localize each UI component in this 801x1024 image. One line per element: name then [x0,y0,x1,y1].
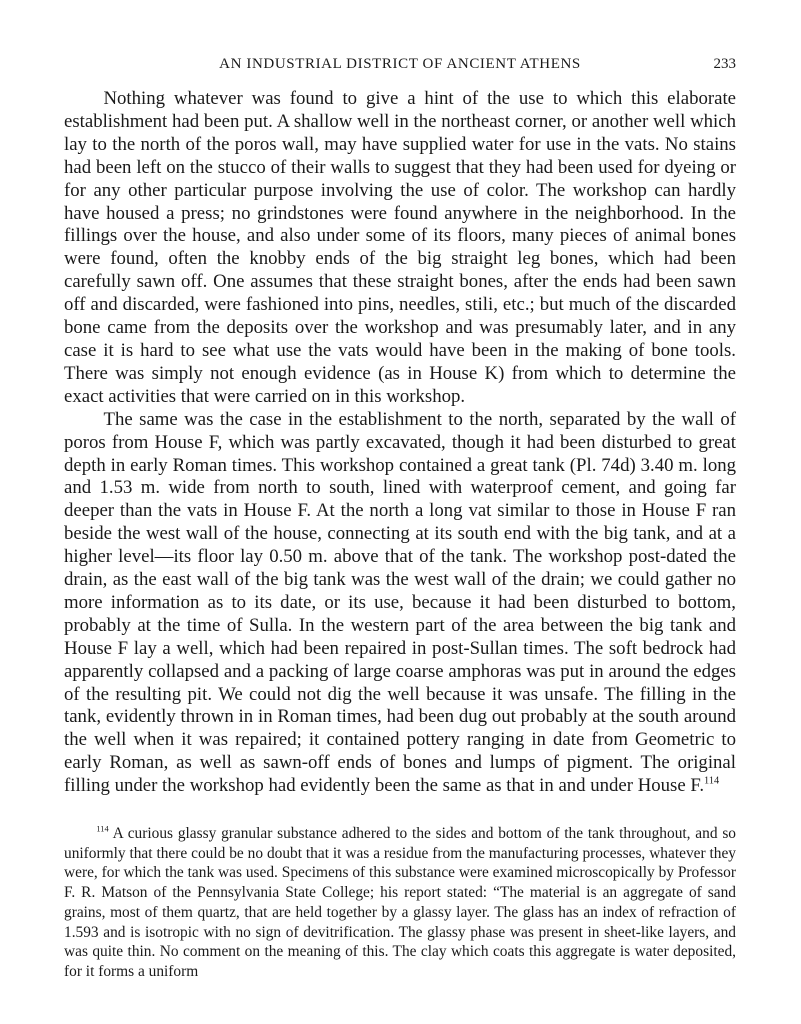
footnote [64,824,736,982]
paragraph: Nothing whatever was found to give a hint of the use to which this elaborate establishment had been put. A shallow well in the northeast corner, or another well which lay to the north of the poros wall, may have supplied water for use in the vats. No stains had been left on the stucco of their walls to suggest that they had been used for dyeing or for any other particular purpose involving the use of color. The workshop can hardly have housed a press; no grindstones were found anywhere in the neighborhood. In the fillings over the house, and also under some of its floors, many pieces of animal bones were found, often the knobby ends of the big straight leg bones, which had been carefully sawn off. One assumes that these straight bones, after the ends had been sawn off and discarded, were fashioned into pins, needles, stili, etc.; but much of the discarded bone came from the deposits over the workshop and was presumably later, and in any case it is hard to see what use the vats would have been in the making of bone tools. There was simply not enough evidence (as in House K) from which to determine the exact activities that were carried on in this workshop. [64,88,736,407]
body-text [64,88,736,798]
running-head-title: AN INDUSTRIAL DISTRICT OF ANCIENT ATHENS [219,56,581,72]
footnote-number: 114 [96,823,109,834]
running-head [64,52,736,76]
footnote-reference: 114 [704,775,720,787]
paragraph-text: The same was the case in the establishment to the north, separated by the wall of poros from House F, which was partly excavated, though it had been disturbed to great depth in early Roman times. This workshop contained a great tank (Pl. 74d) 3.40 m. long and 1.53 m. wide from north to south, lined with waterproof cement, and going far deeper than the vats in House F. At the north a long vat similar to those in House F ran beside the west wall of the house, connecting at its south end with the big tank, and at a higher level—its floor lay 0.50 m. above that of the tank. The workshop post-dated the drain, as the east wall of the big tank was the west wall of the drain; we could gather no more information as to its date, or its use, because it had been disturbed to bottom, probably at the time of Sulla. In the western part of the area between the big tank and House F lay a well, which had been repaired in post-Sullan times. The soft bedrock had apparently collapsed and a packing of large coarse amphoras was put in around the edges of the resulting pit. We could not dig the well because it was unsafe. The filling in the tank, evidently thrown in in Roman times, had been dug out probably at the south around the well when it was repaired; it contained pottery ranging in date from Geometric to early Roman, as well as sawn-off ends of bones and lumps of pigment. The original filling under the workshop had evidently been the same as that in and under House F. [64,408,736,797]
footnote-text: A curious glassy granular substance adhered to the sides and bottom of the tank throughout, and so uniformly that there could be no doubt that it was a residue from the manufacturing processes, whatever they were, for which the tank was used. Specimens of this substance were examined microscopically by Professor F. R. Matson of the Pennsylvania State College; his report stated: “The material is an aggregate of sand grains, most of them quartz, that are held together by a glassy layer. The glass has an index of refraction of 1.593 and is isotropic with no sign of devitrification. The glassy phase was present in sheet-like layers, and was quite thin. No comment on the meaning of this. The clay which coats this aggregate is water deposited, for it forms a uniform [64,825,737,980]
footnotes [64,824,736,982]
page-number: 233 [713,56,736,72]
paragraph [64,409,736,798]
